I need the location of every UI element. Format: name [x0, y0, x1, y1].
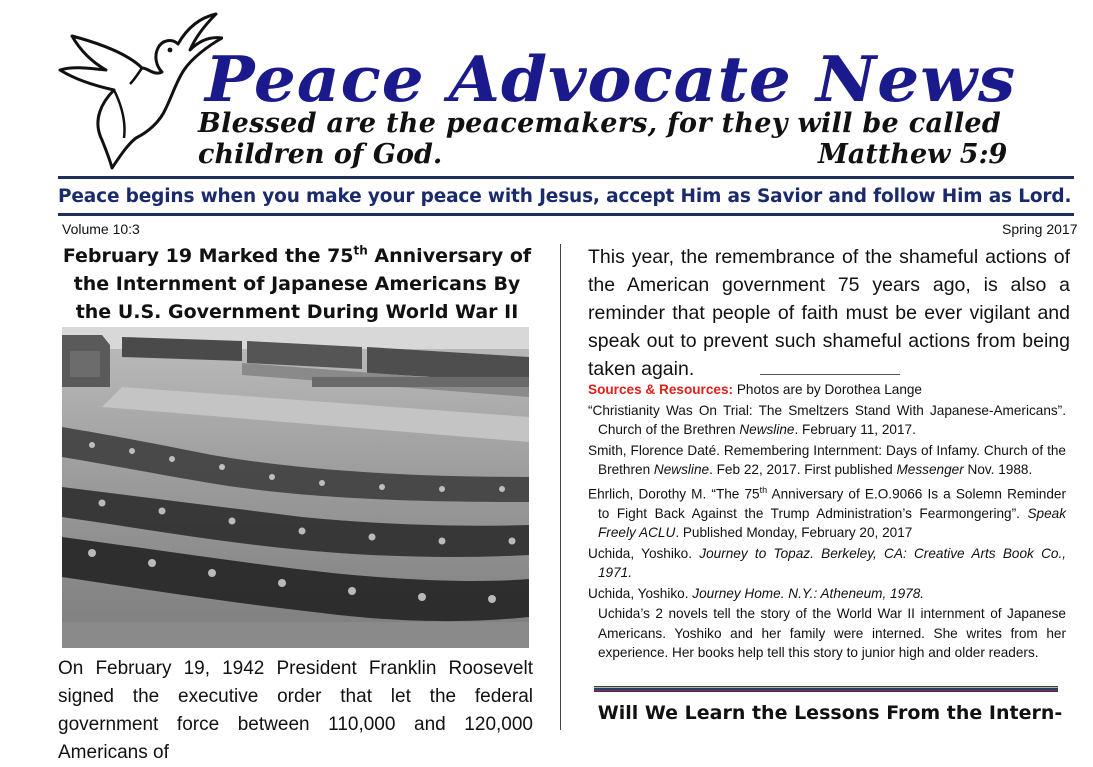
- source-5-author: Uchida, Yoshiko.: [588, 585, 693, 601]
- article-body: On February 19, 1942 President Franklin Roosevelt signed the executive order that let the federal government force between 110,000 and 120,000 Americans of: [58, 658, 533, 763]
- sources-heading-line: [588, 380, 1066, 400]
- tagline-line-2: children of God.: [198, 139, 443, 170]
- photo-credit: Photos are by Dorothea Lange: [733, 382, 922, 397]
- source-1-text: “Christianity Was On Trial: The Smeltzers Stand With Japanese-Americans”. Church of the Brethren: [588, 402, 1066, 437]
- source-4-author: Uchida, Yoshiko.: [588, 545, 700, 561]
- source-item-5: [588, 584, 1066, 604]
- source-3-sup: th: [759, 484, 768, 495]
- tagline-line-1: Blessed are the peacemakers, for they will be called: [198, 108, 1002, 139]
- source-2-date: Nov. 1988.: [963, 462, 1033, 477]
- source-item-1: [588, 401, 1066, 440]
- source-2-pub: Newsline: [653, 462, 710, 477]
- masthead-rule-bottom: [58, 213, 1074, 216]
- source-3-text: Anniversary of E.O.9066 Is a Solemn Reminder to Fight Back Against the Trump Administration’s Fearmongering”.: [598, 486, 1066, 521]
- masthead-rule-top: [58, 176, 1074, 179]
- column-divider: [560, 244, 561, 730]
- source-item-3: [588, 481, 1066, 543]
- source-item-4: [588, 544, 1066, 583]
- headline-text-pre: February 19 Marked the 75: [62, 245, 354, 267]
- headline-text-post: Anniversary of the Internment of Japanese Americans By the U.S. Government During World War II: [73, 245, 532, 323]
- source-3-date: . Published Monday, February 20, 2017: [675, 525, 913, 541]
- source-3-pub: Speak Freely ACLU: [598, 505, 1066, 541]
- scripture-reference: Matthew 5:9: [818, 139, 1008, 170]
- right-lead-paragraph: This year, the remembrance of the shameful actions of the American government 75 years ago, is also a reminder that people of faith must be ever vigilant and speak out to prevent such shameful actions from being taken again.: [588, 246, 1070, 380]
- source-3-pre: Ehrlich, Dorothy M. “The 75: [588, 486, 760, 502]
- article-headline: [58, 242, 536, 326]
- volume-label: Volume 10:3: [62, 221, 140, 237]
- source-1-date: . February 11, 2017.: [794, 422, 916, 437]
- sources-list: [588, 380, 1066, 664]
- sources-heading: Sources & Resources:: [588, 382, 734, 397]
- banner-slogan: Peace begins when you make your peace with Jesus, accept Him as Savior and follow Him as Lord.: [58, 186, 1072, 207]
- internment-camp-photo: [62, 327, 529, 648]
- source-2-pub2: Messenger: [896, 462, 964, 477]
- next-article-headline: Will We Learn the Lessons From the Intern-: [597, 702, 1063, 724]
- season-label: Spring 2017: [1002, 221, 1078, 237]
- source-1-pub: Newsline: [739, 422, 795, 437]
- decorative-divider: [594, 686, 1058, 692]
- lead-divider: [760, 374, 900, 375]
- source-4-title: Journey to Topaz. Berkeley, CA: Creative Arts Book Co., 1971.: [598, 545, 1067, 581]
- source-2-text: Smith, Florence Daté. Remembering Internment: Days of Infamy. Church of the Brethren: [588, 442, 1066, 477]
- source-5-note: Uchida’s 2 novels tell the story of the World War II internment of Japanese Americans. Yoshiko and her family were interned. She writes from her experience. Her books help tell this story to junior high and older readers.: [598, 606, 1066, 661]
- masthead-title: Peace Advocate News: [205, 41, 1017, 117]
- source-item-2: [588, 441, 1066, 480]
- headline-superscript: th: [353, 243, 368, 258]
- source-5-title: Journey Home. N.Y.: Atheneum, 1978.: [692, 585, 925, 601]
- source-2-mid: . Feb 22, 2017. First published: [709, 462, 897, 477]
